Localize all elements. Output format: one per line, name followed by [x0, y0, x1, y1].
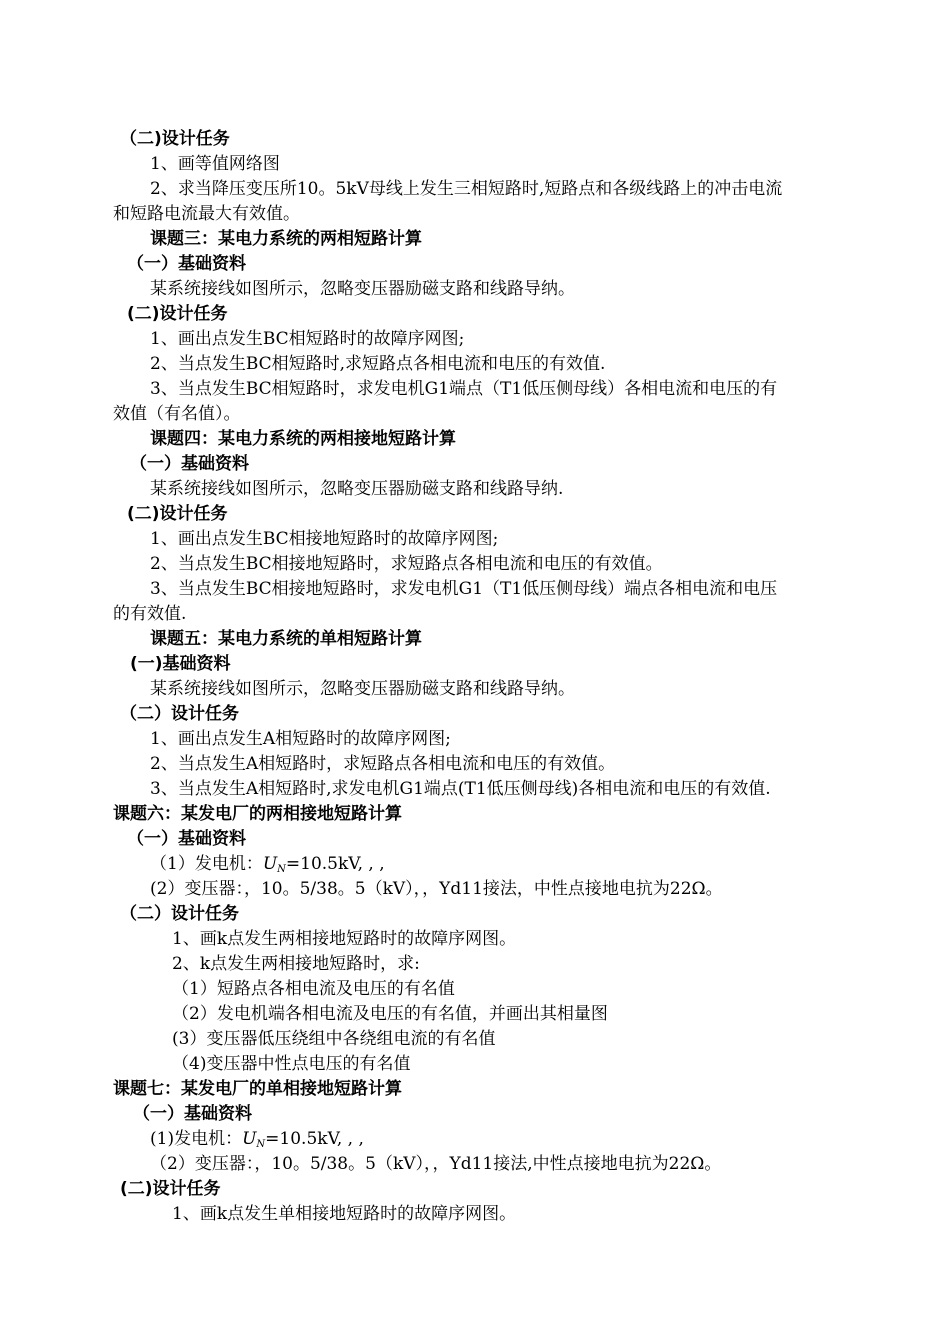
text-line: 3、当点发生BC相短路时，求发电机G1端点（T1低压侧母线）各相电流和电压的有	[150, 379, 778, 399]
text-line: 1、画k点发生两相接地短路时的故障序网图。	[172, 929, 517, 949]
text-line: 1、画出点发生BC相接地短路时的故障序网图;	[150, 529, 499, 549]
text-line: 某系统接线如图所示，忽略变压器励磁支路和线路导纳。	[150, 679, 575, 699]
section-heading: 课题六：某发电厂的两相接地短路计算	[113, 804, 402, 824]
text-line: 1、画等值网络图	[150, 154, 280, 174]
text-line: 2、k点发生两相接地短路时，求:	[172, 954, 420, 974]
section-heading: (一)基础资料	[130, 654, 231, 674]
text-line: （2）发电机端各相电流及电压的有名值，并画出其相量图	[172, 1004, 608, 1024]
section-heading: 课题七：某发电厂的单相接地短路计算	[113, 1079, 402, 1099]
section-heading: 课题四：某电力系统的两相接地短路计算	[150, 429, 456, 449]
section-heading: （一）基础资料	[130, 454, 249, 474]
voltage-symbol: $U_N$	[262, 854, 286, 875]
section-heading: (二)设计任务	[127, 304, 228, 324]
section-heading: （一）基础资料	[127, 829, 246, 849]
section-heading: （二)设计任务	[120, 129, 230, 149]
text-line: （4)变压器中性点电压的有名值	[172, 1054, 411, 1074]
section-heading: (二)设计任务	[127, 504, 228, 524]
text-line: 2、当点发生BC相接地短路时，求短路点各相电流和电压的有效值。	[150, 554, 663, 574]
text-line: 2、求当降压变压所10。5kV母线上发生三相短路时,短路点和各级线路上的冲击电流	[150, 179, 783, 199]
text-line: 3、当点发生A相短路时,求发电机G1端点(T1低压侧母线)各相电流和电压的有效值.	[150, 779, 771, 799]
text-line: 2、当点发生A相短路时，求短路点各相电流和电压的有效值。	[150, 754, 616, 774]
text-line: 1、画出点发生A相短路时的故障序网图;	[150, 729, 451, 749]
section-heading: （二）设计任务	[120, 904, 239, 924]
text-fragment: =10.5kV, , ,	[285, 854, 385, 874]
text-line: 某系统接线如图所示，忽略变压器励磁支路和线路导纳.	[150, 479, 564, 499]
text-line: (2）变压器：，10。5/38。5（kV），，Yd11接法，中性点接地电抗为22Ω。	[150, 879, 723, 899]
section-heading: 课题三：某电力系统的两相短路计算	[150, 229, 422, 249]
text-fragment: =10.5kV, , ,	[265, 1129, 364, 1149]
text-line: 1、画k点发生单相接地短路时的故障序网图。	[172, 1204, 517, 1224]
text-fragment: （1）发电机：	[150, 854, 263, 874]
text-line: 某系统接线如图所示，忽略变压器励磁支路和线路导纳。	[150, 279, 575, 299]
text-line: 效值（有名值）。	[113, 404, 241, 424]
section-heading: （一）基础资料	[133, 1104, 252, 1124]
section-heading: （一）基础资料	[127, 254, 246, 274]
section-heading: (二)设计任务	[120, 1179, 221, 1199]
text-line: 3、当点发生BC相接地短路时，求发电机G1（T1低压侧母线）端点各相电流和电压	[150, 579, 778, 599]
text-line: 2、当点发生BC相短路时,求短路点各相电流和电压的有效值.	[150, 354, 606, 374]
section-heading: 课题五：某电力系统的单相短路计算	[150, 629, 422, 649]
text-line: (3）变压器低压绕组中各绕组电流的有名值	[172, 1029, 496, 1049]
text-line: 1、画出点发生BC相短路时的故障序网图;	[150, 329, 465, 349]
text-line: （2）变压器：，10。5/38。5（kV），，Yd11接法,中性点接地电抗为22Ω。	[150, 1154, 722, 1174]
section-heading: （二）设计任务	[120, 704, 239, 724]
text-line: 和短路电流最大有效值。	[113, 204, 300, 224]
voltage-symbol: $U_N$	[242, 1129, 266, 1150]
text-line: （1）短路点各相电流及电压的有名值	[172, 979, 455, 999]
text-fragment: (1)发电机：	[150, 1129, 243, 1149]
text-line: 的有效值.	[113, 604, 187, 624]
